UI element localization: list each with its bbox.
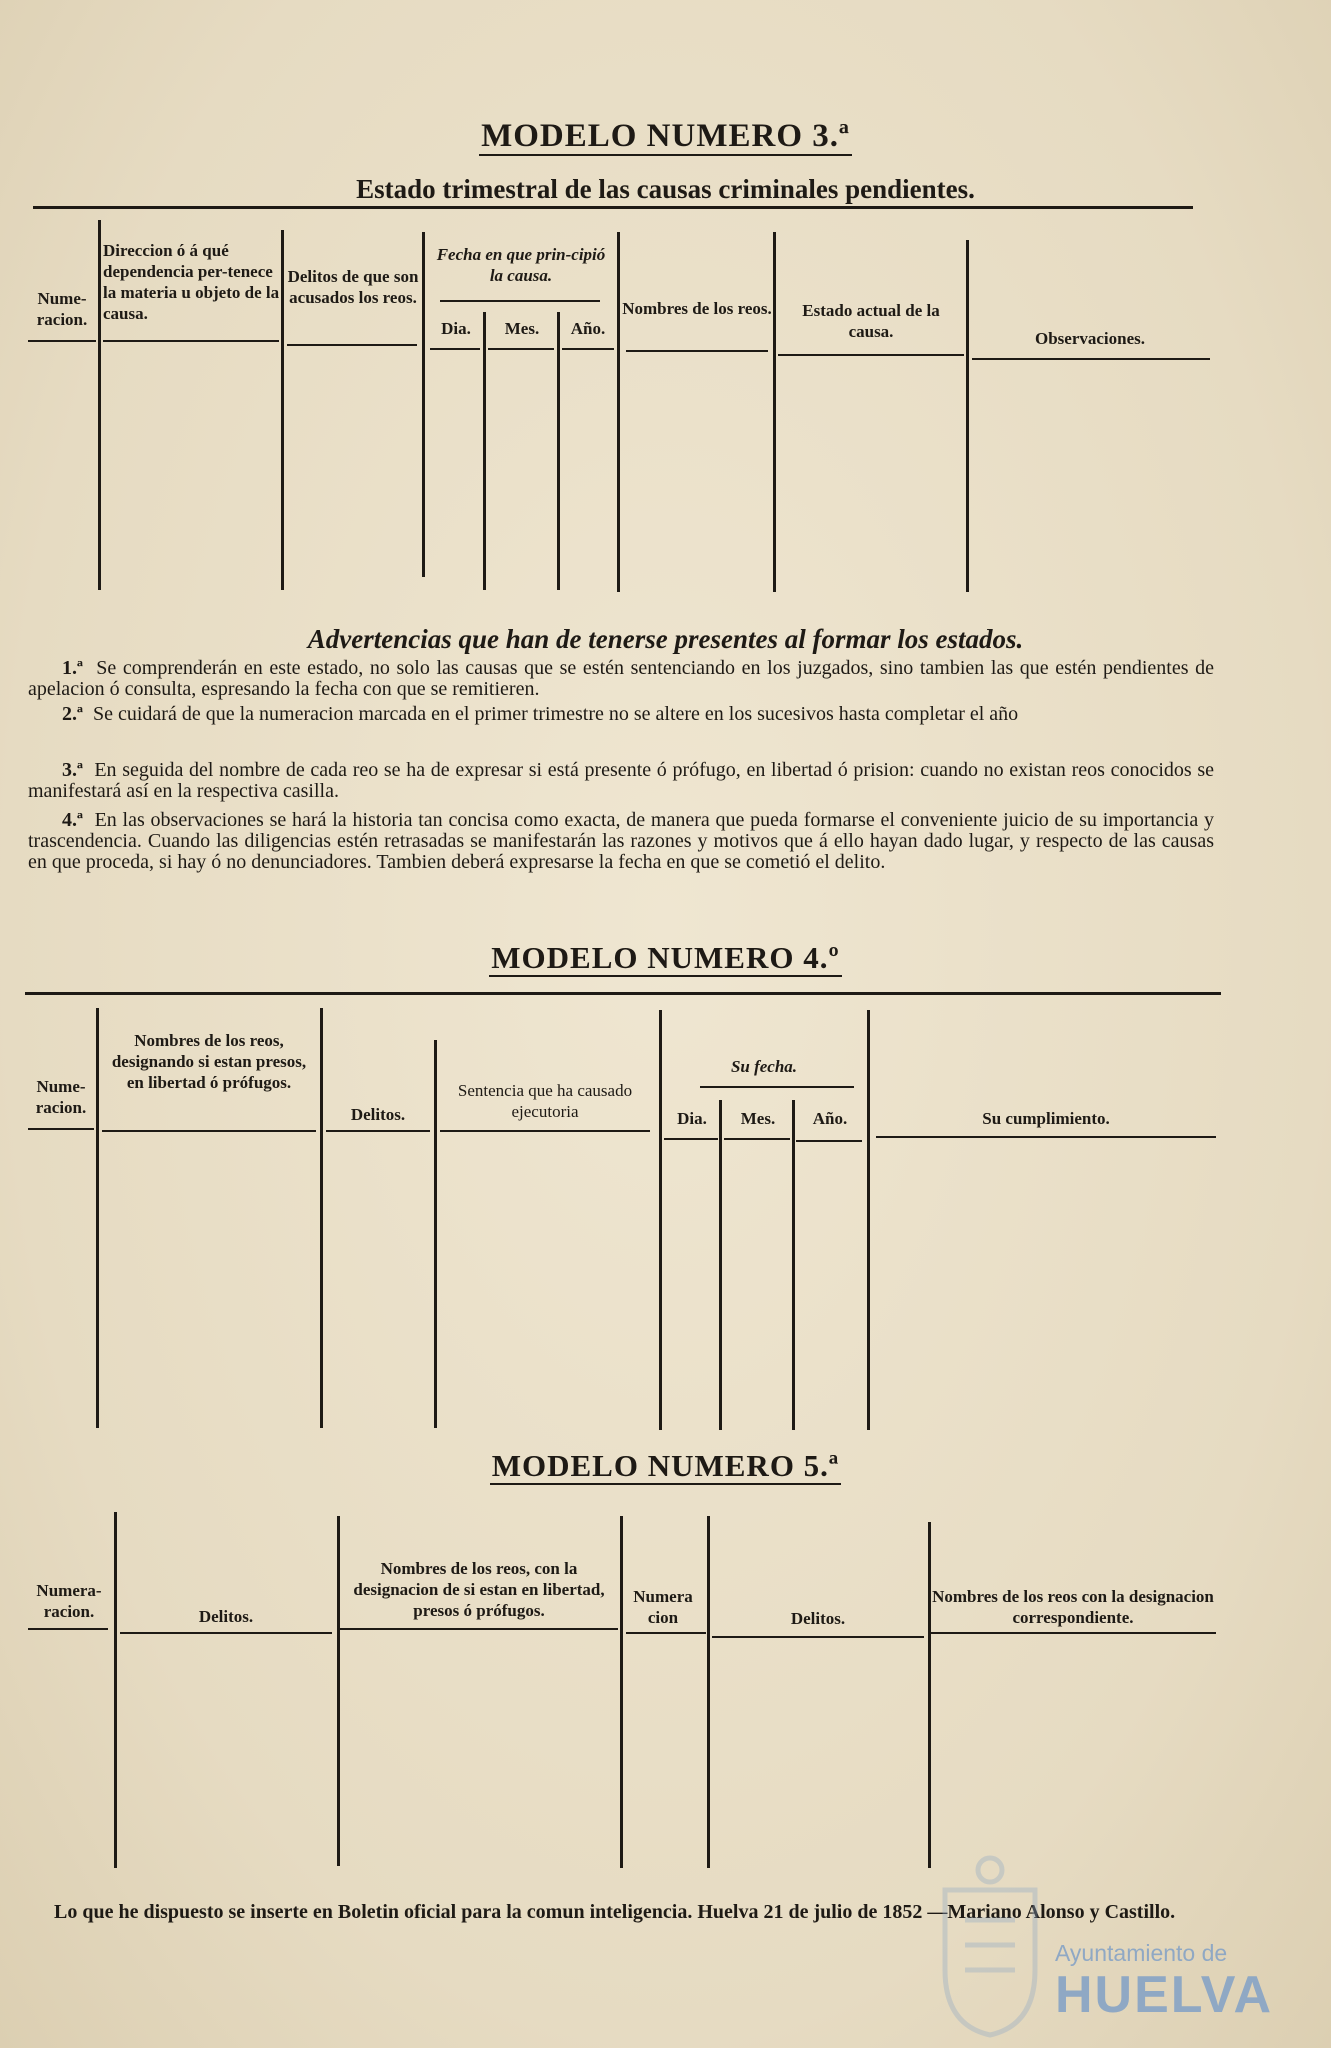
modelo3-col-direccion: Direccion ó á qué dependencia per-tenece la materia u objeto de la causa. bbox=[103, 241, 280, 323]
watermark-line2: HUELVA bbox=[1055, 1966, 1274, 2024]
modelo4-col-nombres: Nombres de los reos, designando si estan presos, en libertad ó prófugos. bbox=[111, 1031, 307, 1092]
advertencia-1: 1.ª Se comprenderán en este estado, no solo las causas que se estén sentenciando en los juzgados, sino tambien las que estén pendientes de apelacion ó consulta, espresando la fecha con que se remitieren. bbox=[28, 657, 1215, 700]
modelo4-col-numeracion: Nume- racion. bbox=[35, 1077, 87, 1117]
modelo3-col-delitos: Delitos de que son acusados los reos. bbox=[287, 267, 419, 307]
modelo4-col-sentencia: Sentencia que ha causado ejecutoria bbox=[457, 1081, 633, 1121]
modelo5-col-delitos2: Delitos. bbox=[790, 1609, 846, 1628]
modelo4-title: MODELO NUMERO 4.º bbox=[491, 940, 840, 975]
modelo5-title: MODELO NUMERO 5.ª bbox=[491, 1448, 840, 1483]
modelo3-col-estado: Estado actual de la causa. bbox=[802, 301, 940, 341]
advertencia-4: 4.ª En las observaciones se hará la historia tan concisa como exacta, de manera que pueda formarse el conveniente juicio de su importancia y trascendencia. Cuando las diligencias estén retrasadas se manifestarán las razones y motivos que á ello hayan dado lugar, y respecto de las causas en que proceda, si hay ó no denunciadores. Tambien deberá expresarse la fecha en que se cometió el delito. bbox=[28, 809, 1214, 873]
modelo3-col-nombres: Nombres de los reos. bbox=[622, 299, 772, 318]
modelo5-col-nombres2: Nombres de los reos con la designacion correspondiente. bbox=[932, 1587, 1214, 1627]
modelo4-col-cumplimiento: Su cumplimiento. bbox=[982, 1109, 1110, 1128]
advertencia-3: 3.ª En seguida del nombre de cada reo se ha de expresar si está presente ó prófugo, en libertad ó prision: cuando no existan reos conocidos se manifestará así en la respectiva casilla. bbox=[28, 759, 1215, 802]
modelo4-top-rule bbox=[25, 992, 1221, 995]
modelo3-title: MODELO NUMERO 3.ª bbox=[481, 118, 850, 154]
modelo3-subtitle: Estado trimestral de las causas criminales pendientes. bbox=[356, 174, 975, 204]
modelo5-col-delitos1: Delitos. bbox=[198, 1607, 254, 1626]
modelo4-col-mes: Mes. bbox=[740, 1109, 776, 1128]
modelo3-col-dia: Dia. bbox=[441, 319, 471, 338]
footer-text: Lo que he dispuesto se inserte en Boletin oficial para la comun inteligencia. Huelva 21 de julio de 1852 —Mariano Alonso y Castillo. bbox=[54, 1901, 1176, 1923]
watermark-line1: Ayuntamiento de bbox=[1055, 1940, 1228, 1966]
modelo4-col-anio: Año. bbox=[812, 1109, 848, 1128]
modelo3-col-observaciones: Observaciones. bbox=[1034, 329, 1146, 348]
modelo3-col-numeracion: Nume- racion. bbox=[36, 289, 88, 329]
advertencias-title: Advertencias que han de tenerse presentes al formar los estados. bbox=[307, 624, 1024, 654]
modelo5-col-nombres1: Nombres de los reos, con la designacion de si estan en libertad, presos ó prófugos. bbox=[353, 1559, 605, 1620]
modelo4-col-delitos: Delitos. bbox=[350, 1105, 406, 1124]
modelo4-col-dia: Dia. bbox=[677, 1109, 707, 1128]
modelo3-top-rule bbox=[33, 206, 1193, 209]
modelo5-col-numeracion2: Numera cion bbox=[633, 1587, 693, 1627]
advertencia-2: 2.ª Se cuidará de que la numeracion marcada en el primer trimestre no se altere en los sucesivos hasta completar el año bbox=[62, 703, 1019, 725]
modelo3-col-anio: Año. bbox=[570, 319, 606, 338]
modelo5-col-numeracion1: Numera- racion. bbox=[36, 1581, 102, 1621]
modelo3-col-fecha: Fecha en que prin-cipió la causa. bbox=[436, 245, 606, 285]
modelo4-col-su-fecha: Su fecha. bbox=[730, 1057, 798, 1076]
modelo3-col-mes: Mes. bbox=[504, 319, 540, 338]
